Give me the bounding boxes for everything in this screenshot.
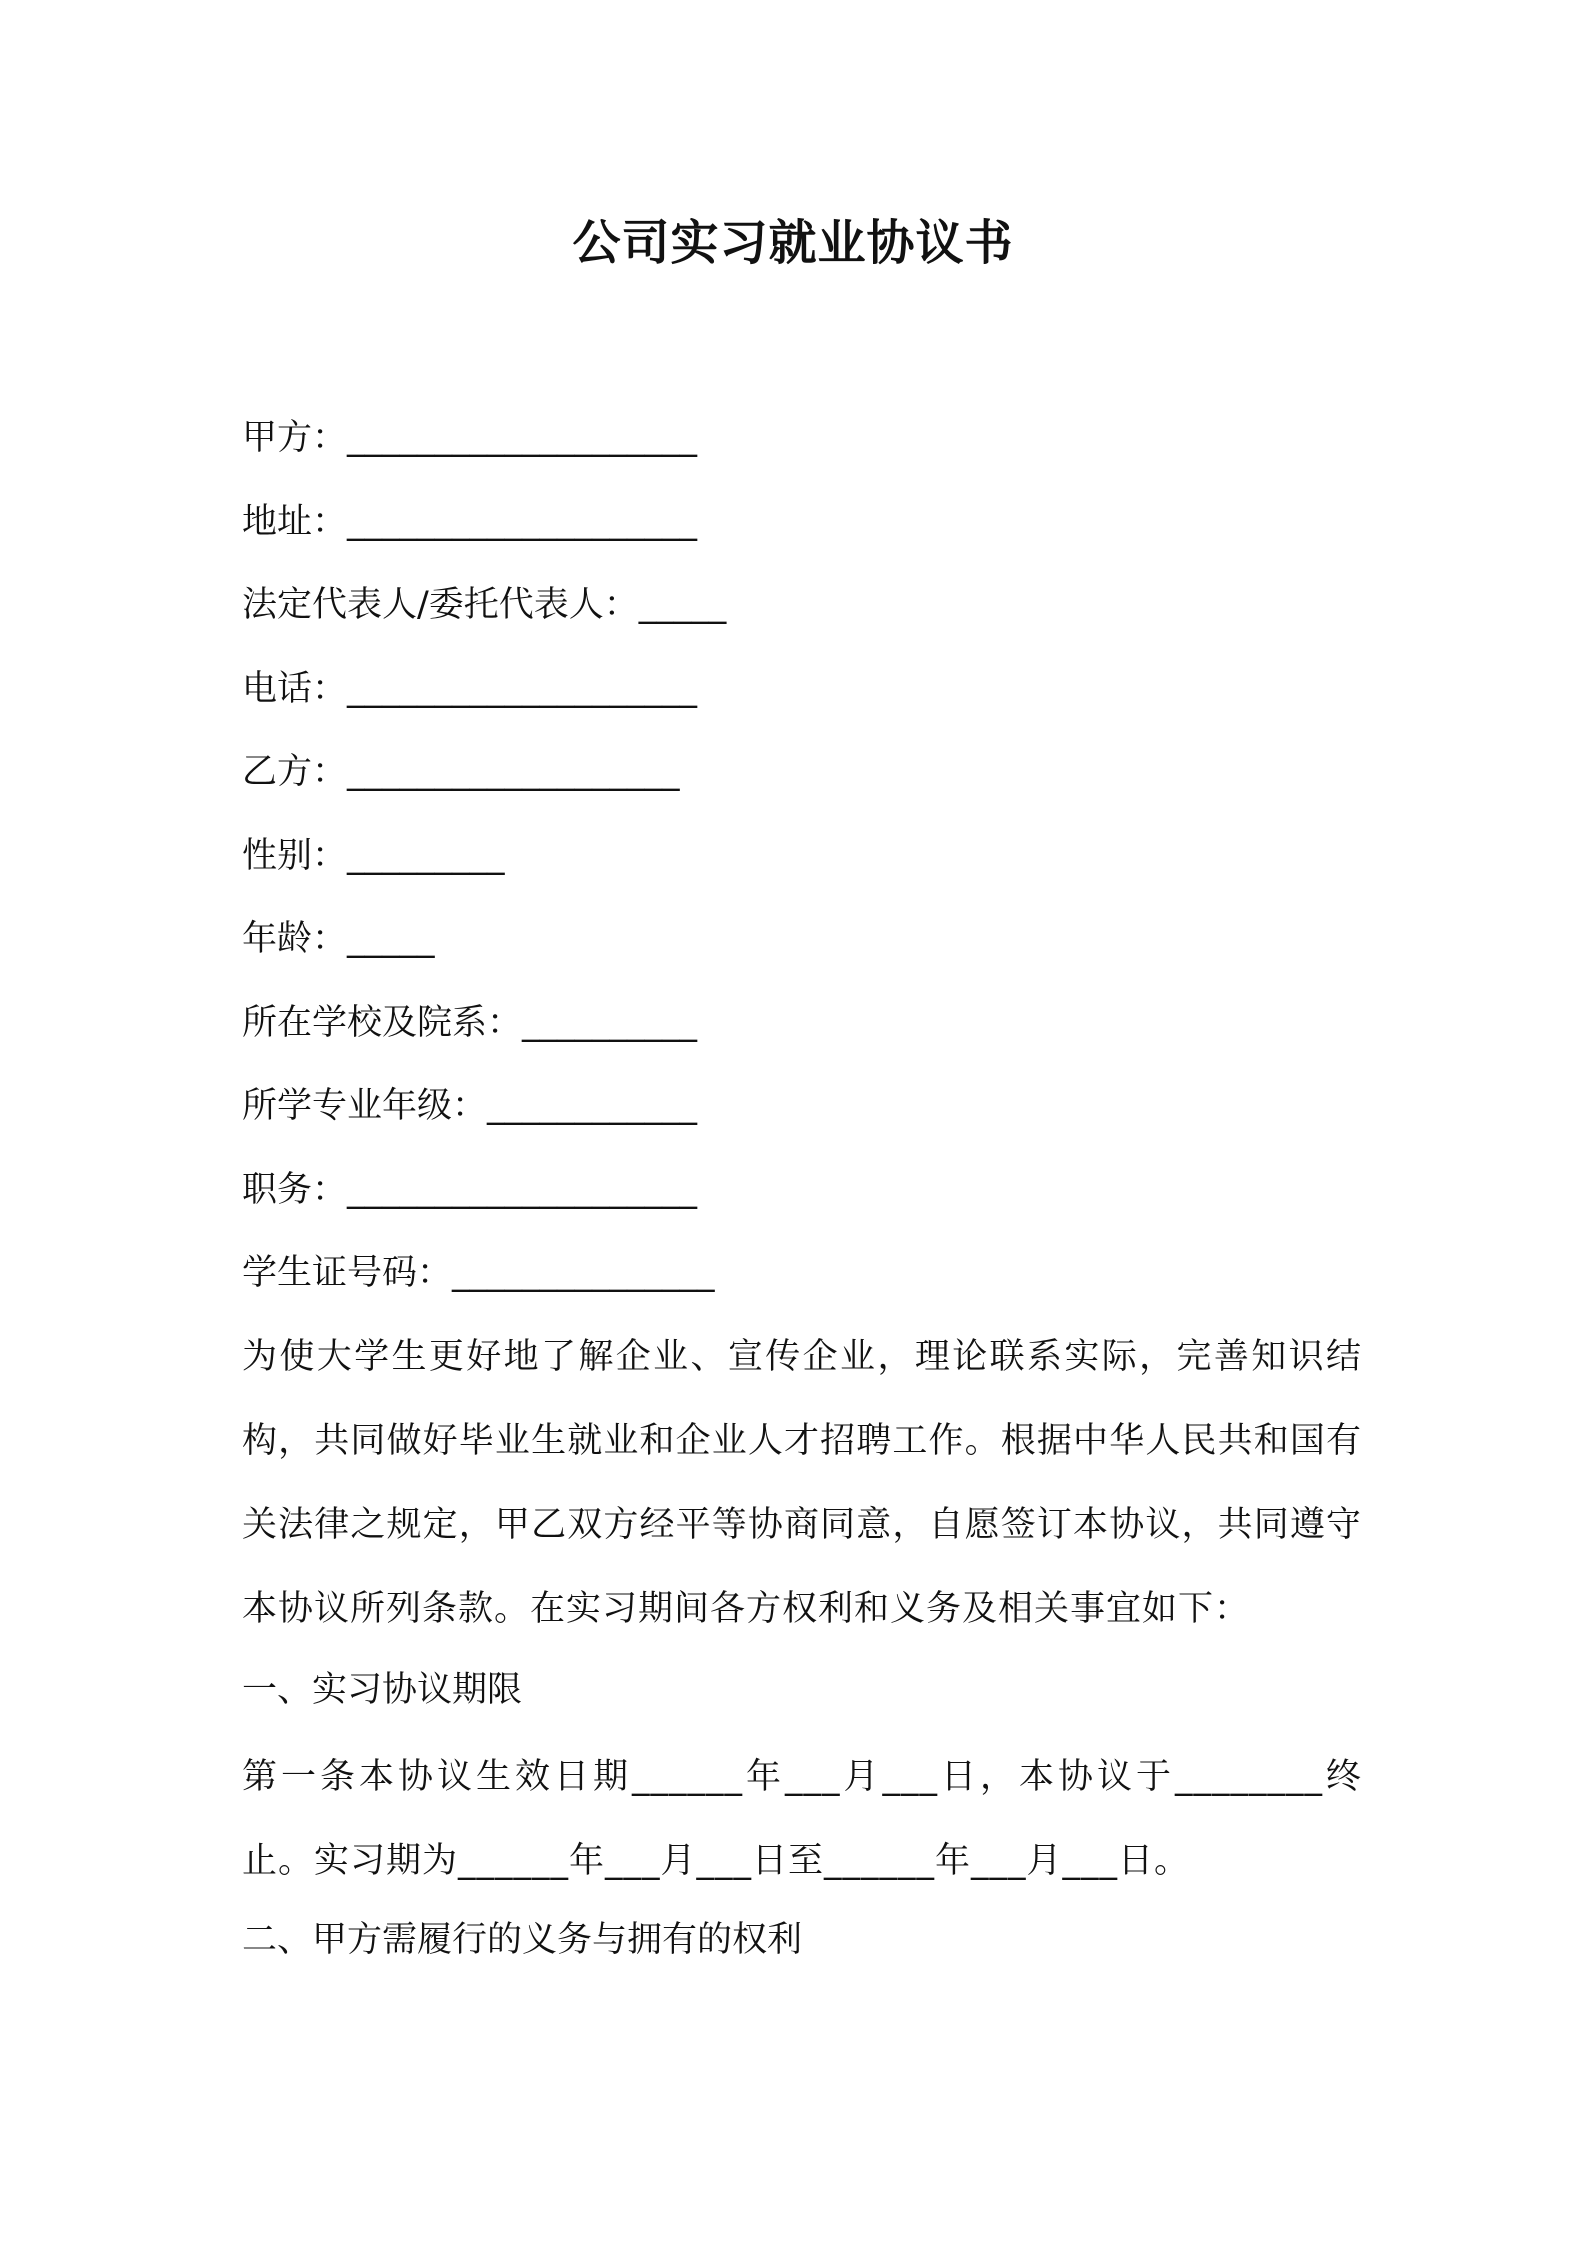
intro-paragraph: 为使大学生更好地了解企业、宣传企业，理论联系实际，完善知识结构，共同做好毕业生就业和企业人才招聘工作。根据中华人民共和国有关法律之规定，甲乙双方经平等协商同意，自愿签订本协议，共同遵守本协议所列条款。在实习期间各方权利和义务及相关事宜如下： xyxy=(242,1337,1362,1629)
field-legal-representative: 法定代表人/委托代表人：_____ xyxy=(242,585,727,625)
document-title: 公司实习就业协议书 xyxy=(572,215,1014,271)
field-phone: 电话：____________________ xyxy=(242,669,698,709)
section-1-heading: 一、实习协议期限 xyxy=(242,1670,523,1710)
field-gender: 性别：_________ xyxy=(242,836,505,876)
clause-1: 第一条本协议生效日期______年___月___日，本协议于________终止。实习期为______年___月___日至______年___月___日。 xyxy=(242,1757,1362,1881)
field-party-b: 乙方：___________________ xyxy=(242,752,680,792)
field-position: 职务：____________________ xyxy=(242,1170,698,1210)
field-school-department: 所在学校及院系：__________ xyxy=(242,1003,698,1043)
field-party-a: 甲方：____________________ xyxy=(242,418,698,458)
field-address: 地址：____________________ xyxy=(242,502,698,542)
field-age: 年龄：_____ xyxy=(242,919,435,959)
section-2-heading: 二、甲方需履行的义务与拥有的权利 xyxy=(242,1920,803,1960)
field-major-grade: 所学专业年级：____________ xyxy=(242,1086,698,1126)
field-student-id: 学生证号码：_______________ xyxy=(242,1253,715,1293)
